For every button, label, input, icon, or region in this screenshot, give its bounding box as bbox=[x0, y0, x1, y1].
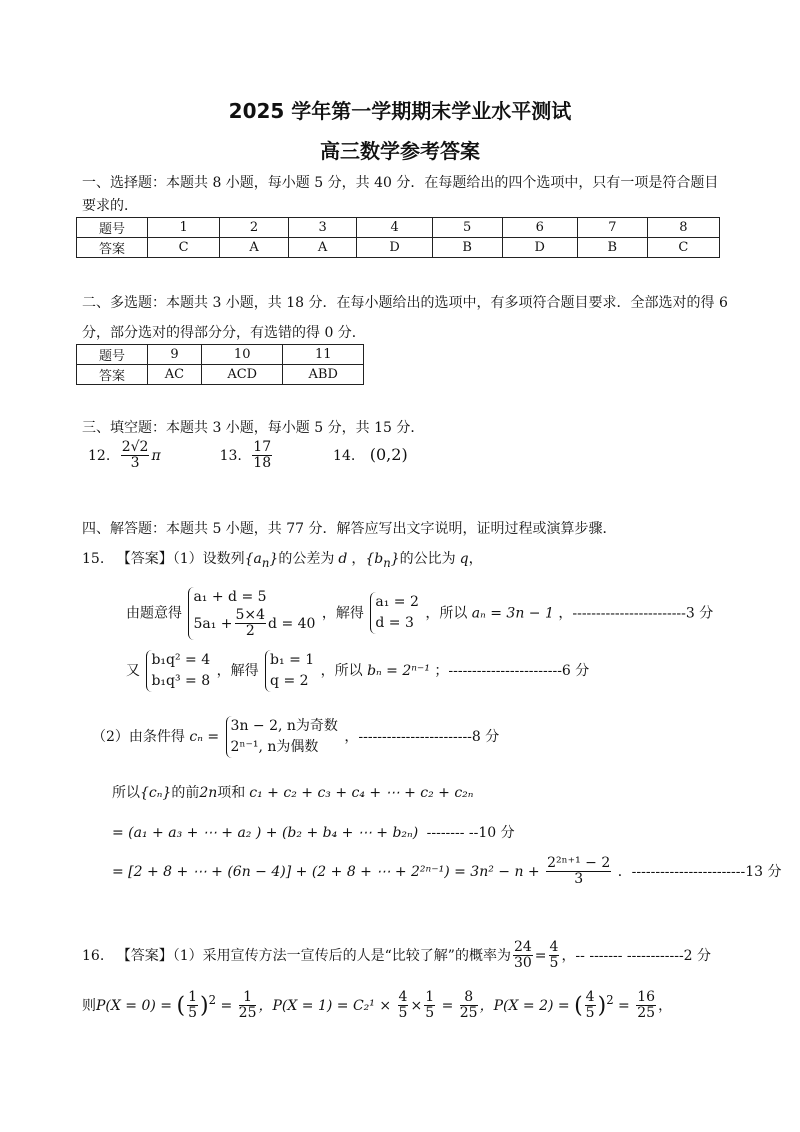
table-cell: 9 bbox=[148, 345, 202, 365]
q13-label: 13. bbox=[219, 447, 242, 464]
q15-step-2 bbox=[126, 650, 589, 692]
denominator: 18 bbox=[253, 455, 272, 472]
q15-eq-line-1: = (a₁ + a₃ + ⋯ + a₂ ) + (b₂ + b₄ + ⋯ + b₂ₙ) -------- --10 分 bbox=[112, 825, 515, 841]
table-cell: D bbox=[357, 238, 432, 258]
answer-tag: 【答案】 bbox=[116, 551, 173, 567]
table-cell: 6 bbox=[502, 218, 577, 238]
q15-intro: 15. 【答案】（1）设数列$\{a_n\}$的公差为 d ，$\{b_n\}$的公比为 q， bbox=[82, 551, 483, 570]
text: ，所以 bbox=[320, 663, 363, 679]
equation-system: b₁q² = 4 b₁q³ = 8 bbox=[146, 650, 210, 692]
section-4-line-1: 四、解答题：本题共 5 小题，共 77 分．解答应写出文字说明，证明过程或演算步骤． bbox=[82, 521, 617, 537]
section-2-line-1: 二、多选题：本题共 3 小题，共 18 分．在每小题给出的选项中，有多项符合题目要求．全部选对的得 6 bbox=[82, 295, 728, 311]
q14-answer: (0,2) bbox=[369, 444, 408, 464]
text: 的公差为 bbox=[278, 551, 335, 567]
multi-answer-table bbox=[76, 344, 364, 385]
q16-intro: 16. 【答案】（1）采用宣传方法一宣传后的人是“比较了解”的概率为 $\frac{24}{30}$ = $\frac{4}{5}$ ，-- ------- ------------2 分 bbox=[82, 939, 712, 972]
equation: 5a₁ + $\frac{5\times 4}{2}$ d = 40 bbox=[193, 607, 316, 640]
piecewise: 3n − 2, n为奇数 2ⁿ⁻¹, n为偶数 bbox=[226, 716, 338, 758]
answer-tag: 【答案】 bbox=[116, 947, 173, 964]
table-cell: 5 bbox=[432, 218, 502, 238]
text: （1）采用宣传方法一宣传后的人是“比较了解”的概率为 bbox=[172, 947, 511, 964]
table-cell: 答案 bbox=[77, 365, 148, 385]
table-row bbox=[77, 345, 364, 365]
q14-label: 14. bbox=[333, 447, 356, 464]
q15-label: 15. bbox=[82, 551, 105, 567]
numerator: 2√2 bbox=[121, 439, 149, 455]
q16-label: 16. bbox=[82, 947, 105, 964]
table-cell: 7 bbox=[577, 218, 647, 238]
table-cell: 2 bbox=[220, 218, 289, 238]
table-cell: 题号 bbox=[77, 345, 148, 365]
q15-sum-line: 所以{cₙ}的前2n项和 c₁ + c₂ + c₃ + c₄ + ⋯ + c₂ + c₂ₙ bbox=[112, 785, 474, 801]
table-cell: 1 bbox=[148, 218, 220, 238]
table-cell: 题号 bbox=[77, 218, 148, 238]
text: 的公比为 bbox=[399, 551, 456, 567]
q15-eq-line-2: = [2 + 8 + ⋯ + (6n − 4)] + (2 + 8 + ⋯ + 2²ⁿ⁻¹) = 3n² − n + $\frac{\text{2²ⁿ⁺¹ − 2}}{3}$ ．------------------------13 分 bbox=[112, 855, 782, 888]
denominator: 3 bbox=[130, 455, 140, 472]
equation-system bbox=[188, 587, 315, 640]
section-2-line-2: 分，部分选对的得部分分，有选错的得 0 分． bbox=[82, 325, 366, 341]
table-cell: 8 bbox=[647, 218, 719, 238]
equation: a₁ + d = 5 bbox=[193, 589, 267, 605]
q12-label: 12. bbox=[88, 447, 111, 464]
table-cell: B bbox=[577, 238, 647, 258]
score-mark: ，-- ------- ------------2 分 bbox=[561, 947, 712, 964]
table-cell: D bbox=[502, 238, 577, 258]
score-mark: -------- --10 分 bbox=[426, 825, 515, 841]
table-cell: C bbox=[148, 238, 220, 258]
score-mark: ．------------------------13 分 bbox=[617, 863, 782, 880]
section-1-line-1: 一、选择题：本题共 8 小题，每小题 5 分，共 40 分．在每题给出的四个选项中，只有一项是符合题目 bbox=[82, 175, 719, 191]
section-3-line-1: 三、填空题：本题共 3 小题，每小题 5 分，共 15 分． bbox=[82, 420, 425, 436]
table-cell: ACD bbox=[201, 365, 283, 385]
score-mark: ；------------------------6 分 bbox=[434, 663, 590, 679]
table-cell: 11 bbox=[283, 345, 364, 365]
table-cell: A bbox=[220, 238, 289, 258]
table-cell: B bbox=[432, 238, 502, 258]
formula-an: aₙ = 3n − 1 bbox=[471, 605, 554, 622]
q12-pi: π bbox=[151, 447, 161, 464]
q15-part-2 bbox=[92, 716, 499, 758]
solution-system: b₁ = 1 q = 2 bbox=[265, 650, 314, 692]
q15-step-1 bbox=[126, 587, 713, 640]
text: 由题意得 bbox=[126, 605, 182, 622]
table-cell: C bbox=[647, 238, 719, 258]
formula-cn: cₙ = bbox=[189, 729, 220, 745]
text: 又 bbox=[126, 663, 140, 679]
formula-bn: bₙ = 2ⁿ⁻¹ bbox=[367, 663, 430, 679]
page-title: 2025 学年第一学期期末学业水平测试 bbox=[228, 99, 572, 123]
solution-system: a₁ = 2 d = 3 bbox=[370, 592, 419, 634]
table-cell: 4 bbox=[357, 218, 432, 238]
text: ，所以 bbox=[425, 605, 468, 622]
q16-distribution: 则P(X = 0) = ( $\frac{1}{5}$ )$^2$ = $\frac{1}{25}$ ，P(X = 1) = C₂¹ × $\frac{4}{5}$ × $\frac{1}{5}$ = $\frac{8}{25}$ ，P(X = 2) = ( $\frac{4}{5}$ )$^2$ = $\frac{16}{25}$ ， bbox=[82, 989, 673, 1022]
fraction: $\frac{\text{2²ⁿ⁺¹ − 2}}{3}$ bbox=[547, 855, 611, 888]
table-cell: 3 bbox=[288, 218, 357, 238]
text: ，解得 bbox=[216, 663, 259, 679]
fill-answers bbox=[88, 440, 408, 472]
table-cell: A bbox=[288, 238, 357, 258]
table-row bbox=[77, 238, 720, 258]
q13-fraction bbox=[252, 440, 272, 472]
text: ，解得 bbox=[321, 605, 364, 622]
table-row bbox=[77, 365, 364, 385]
score-mark: ，------------------------8 分 bbox=[344, 729, 500, 745]
text: （1）设数列 bbox=[172, 551, 245, 567]
numerator: 17 bbox=[253, 439, 272, 455]
choice-answer-table bbox=[76, 217, 720, 258]
table-cell: ABD bbox=[283, 365, 364, 385]
table-row bbox=[77, 218, 720, 238]
page-subtitle: 高三数学参考答案 bbox=[320, 139, 480, 163]
table-cell: AC bbox=[148, 365, 202, 385]
score-mark: ，------------------------3 分 bbox=[558, 605, 714, 622]
text: （2）由条件得 bbox=[92, 729, 185, 745]
table-cell: 答案 bbox=[77, 238, 148, 258]
q12-fraction bbox=[121, 440, 150, 472]
section-1-line-2: 要求的． bbox=[82, 198, 138, 214]
table-cell: 10 bbox=[201, 345, 283, 365]
